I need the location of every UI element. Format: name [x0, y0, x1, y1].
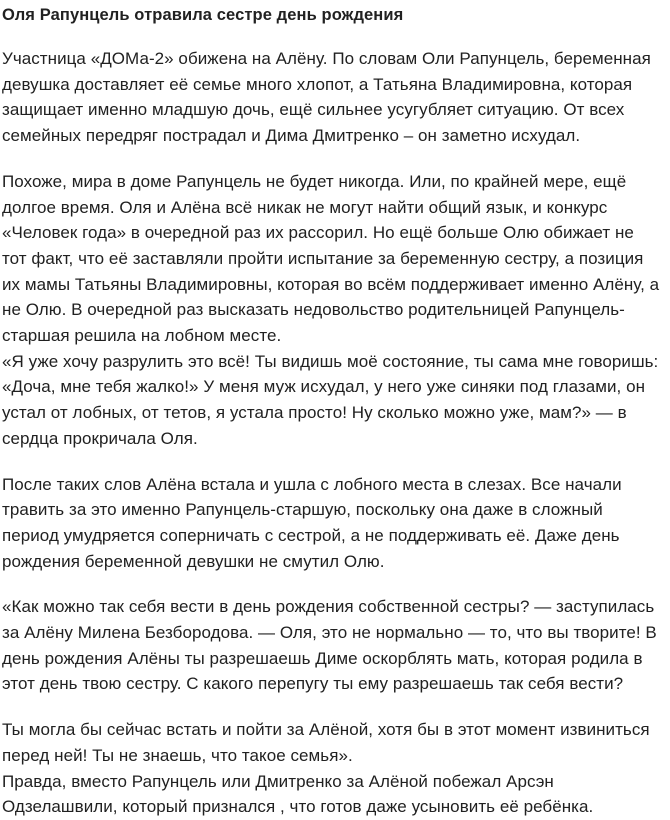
- article-paragraph: Участница «ДОМа-2» обижена на Алёну. По словам Оли Рапунцель, беременная девушка доставляет её семье много хлопот, а Татьяна Владимировна, которая защищает именно младшую дочь, ещё сильнее усугубляет ситуацию. От всех семейных передряг пострадал и Дима Дмитренко – он заметно исхудал.: [2, 49, 651, 146]
- article-paragraph: Правда, вместо Рапунцель или Дмитренко за Алёной побежал Арсэн Одзелашвили, который признался , что готов даже усыновить её ребёнка.: [2, 771, 594, 817]
- article-title: Оля Рапунцель отравила сестре день рождения: [2, 6, 404, 24]
- article-paragraph: «Я уже хочу разрулить это всё! Ты видишь моё состояние, ты сама мне говоришь: «Доча, мне тебя жалко!» У меня муж исхудал, у него уже синяки под глазами, он устал от лобных, от тетов, я устала просто! Ну сколько можно уже, мам?» — в сердца прокричала Оля.: [2, 351, 659, 448]
- article-paragraph: После таких слов Алёна встала и ушла с лобного места в слезах. Все начали травить за это именно Рапунцель-старшую, поскольку она даже в сложный период умудряется соперничать с сестрой, а не поддерживать её. Даже день рождения беременной девушки не смутил Олю.: [2, 474, 622, 571]
- article-paragraph: «Как можно так себя вести в день рождения собственной сестры? — заступилась за Алёну Милена Безбородова. — Оля, это не нормально — то, что вы творите! В день рождения Алёны ты разрешаешь Диме оскорблять мать, которая родила в этот день твою сестру. С какого перепугу ты ему разрешаешь так себя вести?: [2, 597, 657, 694]
- article-paragraph: Ты могла бы сейчас встать и пойти за Алёной, хотя бы в этот момент извиниться перед ней! Ты не знаешь, что такое семья».: [2, 720, 650, 765]
- article-paragraph: Похоже, мира в доме Рапунцель не будет никогда. Или, по крайней мере, ещё долгое время. Оля и Алёна всё никак не могут найти общий язык, и конкурс «Человек года» в очередной раз их рассорил. Но ещё больше Олю обижает не тот факт, что её заставляли пройти испытание за беременную сестру, а позиция их мамы Татьяны Владимировны, которая во всём поддерживает именно Алёну, а не Олю. В очередной раз высказать недовольство родительницей Рапунцель-старшая решила на лобном месте.: [2, 171, 660, 346]
